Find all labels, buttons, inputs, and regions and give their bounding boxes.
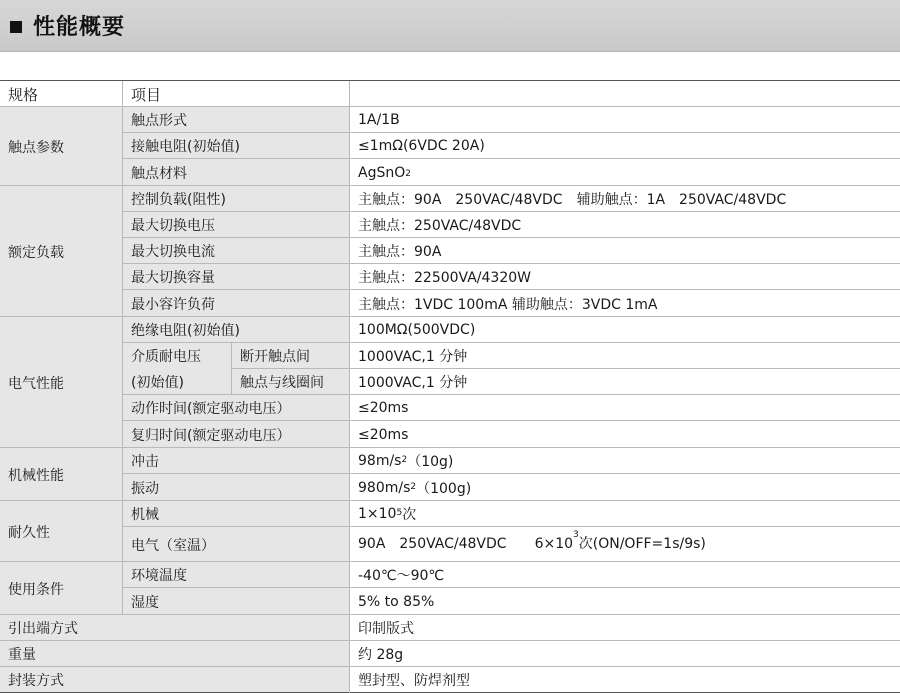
- grid-line: [123, 132, 900, 133]
- group-endurance: 耐久性: [0, 501, 122, 562]
- item-dielectric-label-1: 介质耐电压: [123, 343, 231, 369]
- value-mech-life: 1×10 $^5$ 次: [350, 501, 900, 527]
- header-spec: 规格: [0, 81, 122, 107]
- value-release-time: ≤20ms: [350, 421, 900, 448]
- grid-line: [123, 158, 900, 159]
- value-vibration-main: 980m/s: [358, 479, 411, 496]
- item-contact-material: 触点材料: [123, 159, 349, 186]
- value-mech-life-tail: 次: [402, 507, 417, 523]
- grid-line: [231, 343, 232, 395]
- value-terminal: 印制版式: [350, 615, 900, 641]
- value-dielectric-open: 1000VAC,1 分钟: [350, 343, 900, 369]
- grid-line: [0, 666, 900, 667]
- value-weight: 约 28g: [350, 641, 900, 667]
- value-contact-material-base: AgSnO: [358, 164, 406, 181]
- grid-line: [123, 394, 900, 395]
- value-dielectric-coil: 1000VAC,1 分钟: [350, 369, 900, 395]
- value-shock-tail: （10g): [407, 454, 454, 470]
- value-vibration: 980m/s $^2$ （100g): [350, 474, 900, 501]
- item-dielectric-coil: 触点与线圈间: [232, 369, 349, 395]
- grid-line: [0, 614, 900, 615]
- grid-line: [123, 420, 900, 421]
- value-vibration-tail: （100g): [416, 480, 472, 497]
- item-shock: 冲击: [123, 448, 349, 474]
- group-contact: 触点参数: [0, 107, 122, 186]
- header-item: 项目: [123, 81, 349, 107]
- grid-line: [123, 211, 900, 212]
- value-contact-form: 1A/1B: [350, 107, 900, 133]
- value-elec-life: 90A 250VAC/48VDC 6×10 $^3$ 次(ON/OFF=1s/9s): [350, 527, 900, 562]
- page-title: 性能概要: [33, 15, 126, 40]
- item-min-load: 最小容许负荷: [123, 290, 349, 317]
- value-shock: 98m/s $^2$ （10g): [350, 448, 900, 474]
- item-max-current: 最大切换电流: [123, 238, 349, 264]
- item-vibration: 振动: [123, 474, 349, 501]
- table-top-border: [0, 80, 900, 81]
- value-ambient-temp: -40℃～90℃: [350, 562, 900, 588]
- value-humidity: 5% to 85%: [350, 588, 900, 615]
- value-min-load: 主触点：1VDC 100mA 辅助触点：3VDC 1mA: [350, 290, 900, 317]
- value-control-load: 主触点：90A 250VAC/48VDC 辅助触点：1A 250VAC/48VDC: [350, 186, 900, 212]
- grid-line: [0, 500, 900, 501]
- grid-line: [123, 587, 900, 588]
- grid-line: [0, 106, 900, 107]
- group-electrical: 电气性能: [0, 317, 122, 448]
- value-max-current: 主触点：90A: [350, 238, 900, 264]
- value-elec-life-tail: 次(ON/OFF=1s/9s): [578, 536, 706, 552]
- spec-package: 封装方式: [0, 667, 349, 693]
- value-max-voltage: 主触点：250VAC/48VDC: [350, 212, 900, 238]
- item-release-time: 复归时间(额定驱动电压）: [123, 421, 349, 448]
- value-max-capacity: 主触点：22500VA/4320W: [350, 264, 900, 290]
- item-max-voltage: 最大切换电压: [123, 212, 349, 238]
- grid-line: [0, 447, 900, 448]
- item-elec-life: 电气（室温）: [123, 527, 349, 562]
- grid-line: [349, 81, 350, 693]
- grid-line: [0, 561, 900, 562]
- grid-line: [123, 289, 900, 290]
- spec-weight: 重量: [0, 641, 349, 667]
- item-max-capacity: 最大切换容量: [123, 264, 349, 290]
- item-dielectric-open: 断开触点间: [232, 343, 349, 369]
- group-conditions: 使用条件: [0, 562, 122, 615]
- grid-line: [122, 81, 123, 615]
- item-control-load: 控制负载(阻性): [123, 186, 349, 212]
- grid-line: [0, 316, 900, 317]
- value-operate-time: ≤20ms: [350, 395, 900, 421]
- group-mechanical: 机械性能: [0, 448, 122, 501]
- grid-line: [123, 342, 900, 343]
- spec-terminal: 引出端方式: [0, 615, 349, 641]
- header-value: [350, 81, 900, 107]
- item-ambient-temp: 环境温度: [123, 562, 349, 588]
- item-contact-form: 触点形式: [123, 107, 349, 133]
- item-insulation: 绝缘电阻(初始值): [123, 317, 349, 343]
- grid-line: [123, 526, 900, 527]
- item-mech-life: 机械: [123, 501, 349, 527]
- item-humidity: 湿度: [123, 588, 349, 615]
- grid-line: [0, 640, 900, 641]
- item-contact-resistance: 接触电阻(初始值): [123, 133, 349, 159]
- group-rated-load: 额定负载: [0, 186, 122, 317]
- grid-line: [123, 263, 900, 264]
- value-insulation: 100MΩ(500VDC): [350, 317, 900, 343]
- grid-line: [232, 368, 900, 369]
- grid-line: [123, 473, 900, 474]
- value-contact-resistance: ≤1mΩ(6VDC 20A): [350, 133, 900, 159]
- value-package: 塑封型、防焊剂型: [350, 667, 900, 693]
- item-dielectric-label-2: (初始值): [123, 369, 231, 395]
- grid-line: [0, 185, 900, 186]
- value-contact-material: AgSnO $_2$: [350, 159, 900, 186]
- grid-line: [123, 237, 900, 238]
- item-operate-time: 动作时间(额定驱动电压）: [123, 395, 349, 421]
- value-elec-life-main: 90A 250VAC/48VDC 6×10: [358, 536, 574, 552]
- value-shock-main: 98m/s: [358, 453, 402, 469]
- value-mech-life-main: 1×10: [358, 506, 397, 522]
